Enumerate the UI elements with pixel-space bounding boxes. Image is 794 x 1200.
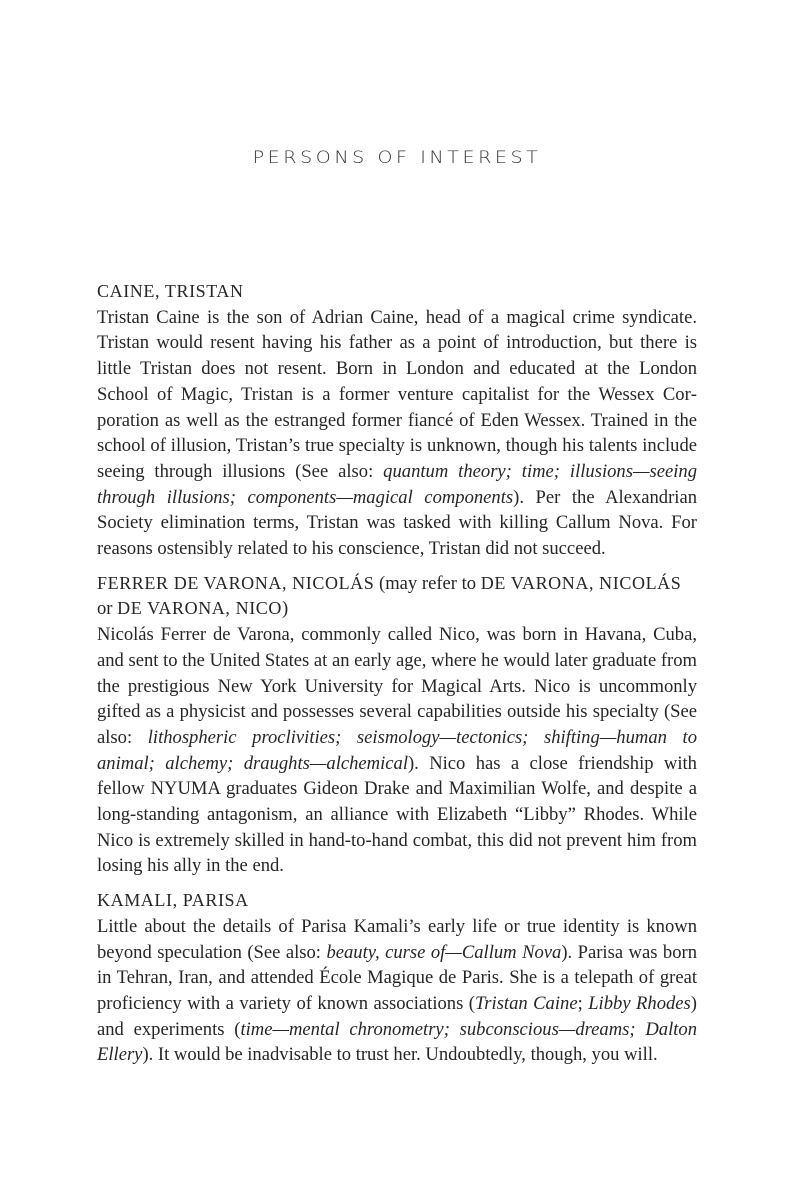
- entry-heading-name: KAMALI, PARISA: [97, 890, 249, 911]
- entry-body-text: ). It would be inadvisable to trust her. Undoubtedly, though, you will.: [142, 1044, 658, 1066]
- entry-heading: [97, 571, 697, 622]
- entry-body-text: ). Per the Alexandrian Society elimination terms, Tristan was tasked with killing Callum Nova. For reasons ostensibly related to his conscience, Tristan did not succeed.: [97, 486, 697, 560]
- see-also-references: quantum theory; time; illusions—seeing through illusions; components—magical components: [97, 460, 697, 508]
- entry-body-text: ). Nico has a close friendship with fellow NYUMA graduates Gideon Drake and Maximilian Wolfe, and despite a long-standing antagonism, an alliance with Elizabeth “Libby” Rhodes. While Nico is extremely skilled in hand-to-hand combat, this did not prevent him from losing his ally in the end.: [97, 752, 697, 877]
- heading-note: or: [97, 598, 118, 620]
- entry-heading: [97, 888, 697, 914]
- entry-body: [97, 914, 697, 1068]
- entry-body-text: ;: [577, 992, 589, 1014]
- heading-note: ): [282, 598, 289, 620]
- entry-kamali-parisa: [97, 888, 697, 1068]
- entry-body: [97, 305, 697, 562]
- entry-body-text: Nicolás Ferrer de Varona, commonly called Nico, was born in Havana, Cuba, and sent to the United States at an early age, where he would later graduate from the prestigious New York University for Magical Arts. Nico is uncommonly gifted as a physicist and possesses several capabilities outside his specialty (See also:: [97, 624, 697, 748]
- entry-body: [97, 622, 697, 879]
- entry-body-text: ). Parisa was born in Tehran, Iran, and attended École Magique de Paris. She is a telepath of great proficiency with a variety of known associations (: [97, 941, 698, 1014]
- entry-body-text: Tristan Caine is the son of Adrian Caine, head of a magical crime syndicate. Tristan would resent having his father as a point of introduction, but there is little Tristan does not resent. Born in London and educated at the London School of Magic, Tristan is a former venture capitalist for the Wessex Corporation as well as the estranged former fiancé of Eden Wessex. Trained in the school of illusion, Tristan’s true specialty is unknown, though his talents include seeing through illusions (See also:: [97, 306, 697, 482]
- entry-heading: [97, 279, 697, 305]
- association-reference: Libby Rhodes: [588, 992, 691, 1014]
- entry-heading-name: FERRER DE VARONA, NICOLÁS: [97, 572, 375, 593]
- heading-alias: DE VARONA, NICO: [117, 598, 282, 619]
- entry-ferrer-de-varona-nicolas: [97, 571, 697, 879]
- experiment-references: time—mental chronometry; subconscious—dreams; Dalton Ellery: [97, 1018, 698, 1066]
- heading-note: (may refer to: [374, 572, 481, 594]
- association-reference: Tristan Caine: [474, 992, 578, 1014]
- see-also-references: lithospheric proclivities; seismology—tectonics; shifting—human to animal; alchemy; draughts—alchemical: [97, 726, 697, 774]
- entry-body-text: Little about the details of Parisa Kamali’s early life or true identity is known beyond speculation (See also:: [97, 915, 697, 963]
- entry-heading-name: CAINE, TRISTAN: [97, 281, 244, 301]
- heading-alias: DE VARONA, NICOLÁS: [480, 572, 682, 593]
- page-title: PERSONS OF INTEREST: [252, 148, 542, 168]
- entry-body-text: ) and experiments (: [97, 992, 697, 1040]
- entry-caine-tristan: [97, 279, 697, 562]
- see-also-references: beauty, curse of—Callum Nova: [326, 941, 562, 963]
- entries-list: [97, 279, 697, 1077]
